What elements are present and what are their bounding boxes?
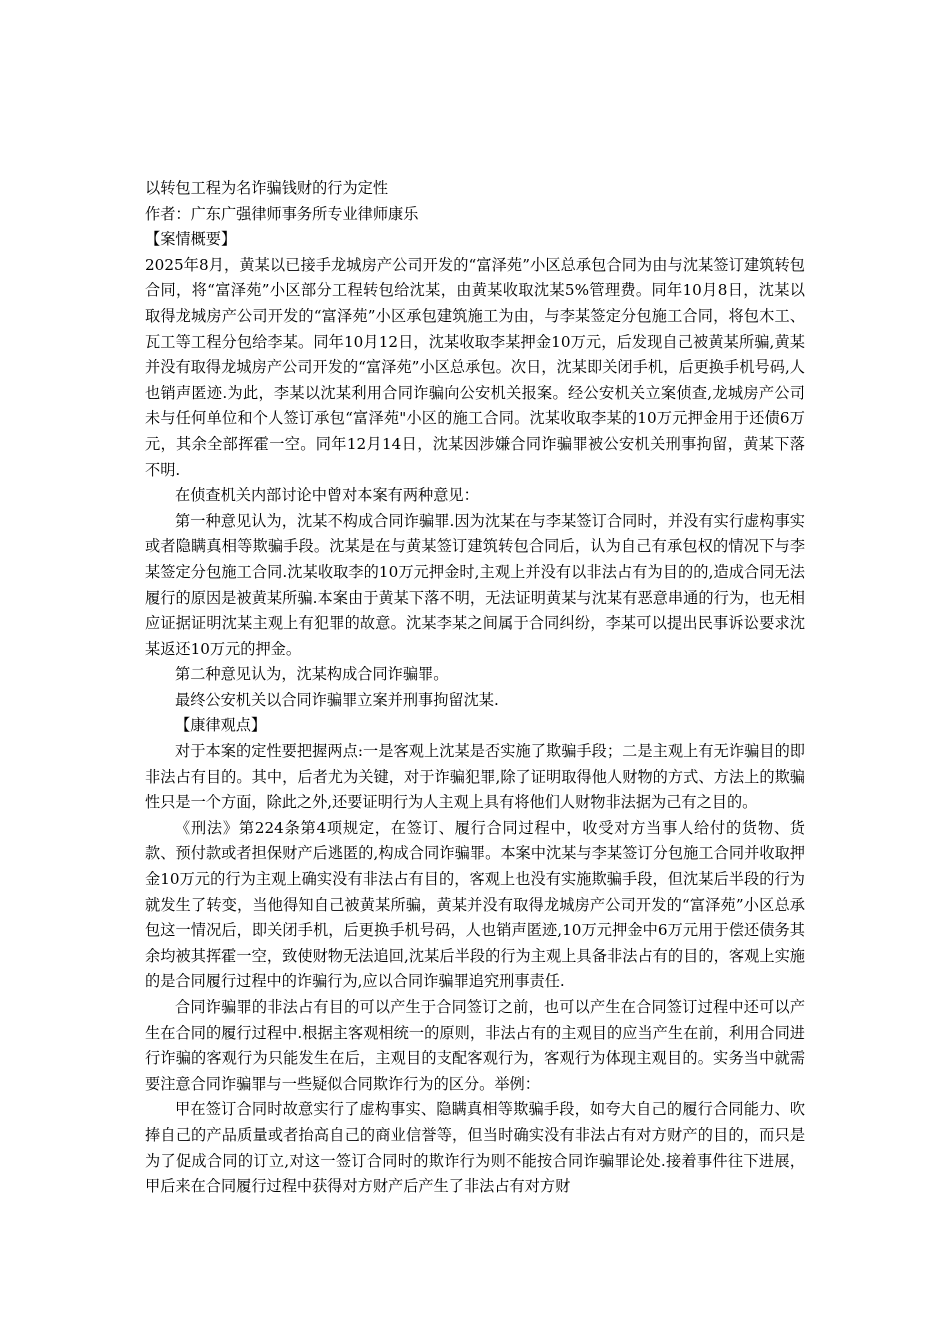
- view-paragraph-1: 对于本案的定性要把握两点:一是客观上沈某是否实施了欺骗手段；二是主观上有无诈骗目的即非法占有目的。其中，后者尤为关键，对于诈骗犯罪,除了证明取得他人财物的方式、方法上的欺骗性只是一个方面，除此之外,还要证明行为人主观上具有将他们人财物非法据为己有之目的。: [145, 742, 805, 812]
- first-opinion-paragraph: 第一种意见认为，沈某不构成合同诈骗罪.因为沈某在与李某签订合同时，并没有实行虚构事实或者隐瞒真相等欺骗手段。沈某是在与黄某签订建筑转包合同后，认为自己有承包权的情况下与李某签定分包施工合同.沈某收取李的10万元押金时,主观上并没有以非法占有为目的的,造成合同无法履行的原因是被黄某所骗.本案由于黄某下落不明，无法证明黄某与沈某有恶意串通的行为，也无相应证据证明沈某主观上有犯罪的故意。沈某李某之间属于合同纠纷，李某可以提出民事诉讼要求沈某返还10万元的押金。: [145, 511, 805, 658]
- section-heading-view: 【康律观点】: [175, 716, 267, 735]
- document-page: [145, 176, 805, 1200]
- document-title: 以转包工程为名诈骗钱财的行为定性: [145, 179, 388, 197]
- section-heading-case: 【案情概要】: [145, 230, 237, 249]
- view-paragraph-3: 合同诈骗罪的非法占有目的可以产生于合同签订之前，也可以产生在合同签订过程中还可以产生在合同的履行过程中.根据主客观相统一的原则，非法占有的主观目的应当产生在前，利用合同进行诈骗的客观行为只能发生在后，主观目的支配客观行为，客观行为体现主观目的。实务当中就需要注意合同诈骗罪与一些疑似合同欺诈行为的区分。举例：: [145, 998, 805, 1093]
- final-decision-paragraph: 最终公安机关以合同诈骗罪立案并刑事拘留沈某.: [175, 690, 499, 709]
- document-author: 作者：广东广强律师事务所专业律师康乐: [145, 204, 419, 223]
- case-summary-paragraph: 2025年8月，黄某以已接手龙城房产公司开发的“富泽苑”小区总承包合同为由与沈某签订建筑转包合同，将“富泽苑”小区部分工程转包给沈某，由黄某收取沈某5%管理费。同年10月8日，沈某以取得龙城房产公司开发的“富泽苑”小区承包建筑施工为由，与李某签定分包施工合同，将包木工、瓦工等工程分包给李某。同年10月12日，沈某收取李某押金10万元，后发现自己被黄某所骗,黄某并没有取得龙城房产公司开发的“富泽苑”小区总承包。次日，沈某即关闭手机，后更换手机号码,人也销声匿迹.为此，李某以沈某利用合同诈骗向公安机关报案。经公安机关立案侦查,龙城房产公司未与任何单位和个人签订承包“富泽苑"小区的施工合同。沈某收取李某的10万元押金用于还债6万元，其余全部挥霍一空。同年12月14日，沈某因涉嫌合同诈骗罪被公安机关刑事拘留，黄某下落不明.: [145, 255, 805, 479]
- discussion-paragraph: 在侦查机关内部讨论中曾对本案有两种意见：: [175, 486, 479, 505]
- view-paragraph-4: 甲在签订合同时故意实行了虚构事实、隐瞒真相等欺骗手段，如夸大自己的履行合同能力、吹捧自己的产品质量或者抬高自己的商业信誉等，但当时确实没有非法占有对方财产的目的，而只是为了促成合同的订立,对这一签订合同时的欺诈行为则不能按合同诈骗罪论处.接着事件往下进展，甲后来在合同履行过程中获得对方财产后产生了非法占有对方财: [145, 1100, 805, 1196]
- view-paragraph-2: 《刑法》第224条第4项规定，在签订、履行合同过程中，收受对方当事人给付的货物、货款、预付款或者担保财产后逃匿的,构成合同诈骗罪。本案中沈某与李某签订分包施工合同并收取押金10万元的行为主观上确实没有非法占有目的，客观上也没有实施欺骗手段，但沈某后半段的行为就发生了转变，当他得知自己被黄某所骗，黄某并没有取得龙城房产公司开发的“富泽苑”小区总承包这一情况后，即关闭手机，后更换手机号码，人也销声匿迹,10万元押金中6万元用于偿还债务其余均被其挥霍一空，致使财物无法追回,沈某后半段的行为主观上具备非法占有的目的，客观上实施的是合同履行过程中的诈骗行为,应以合同诈骗罪追究刑事责任.: [145, 818, 805, 991]
- second-opinion-paragraph: 第二种意见认为，沈某构成合同诈骗罪。: [175, 665, 449, 684]
